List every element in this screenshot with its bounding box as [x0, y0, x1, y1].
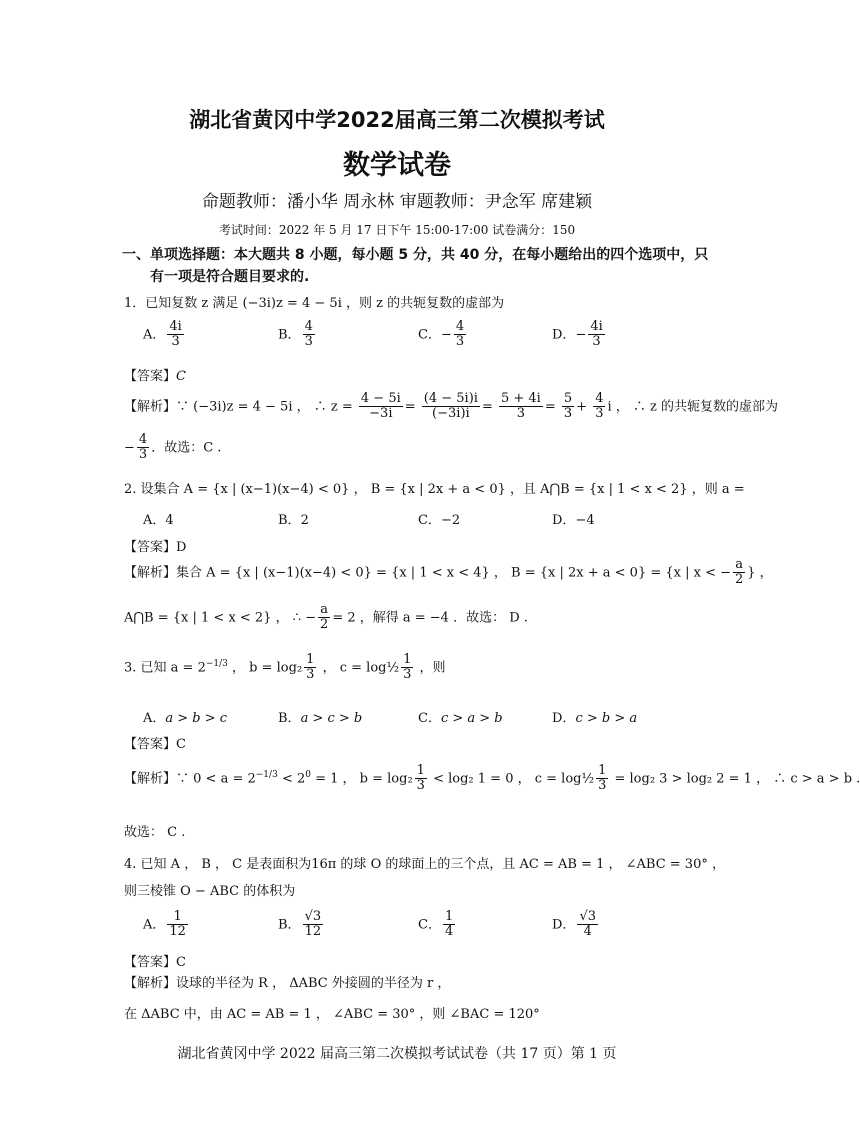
q2-stem: 2. 设集合 A = {x | (x−1)(x−4) < 0} ， B = {x | 2x + a < 0} ，且 A⋂B = {x | 1 < x < 2} ，则 a =: [124, 482, 745, 497]
q2-option-b: B．2: [278, 513, 309, 528]
q1-option-c: C．− $\frac{4}{3}$: [418, 319, 465, 350]
q3-choose: 故选： C .: [124, 825, 186, 840]
q4-option-a: A． $\frac{1}{12}$: [143, 909, 186, 940]
exam-subtitle: 数学试卷: [343, 150, 451, 181]
exam-info: 考试时间：2022 年 5 月 17 日下午 15:00-17:00 试卷满分：150: [218, 223, 576, 237]
q3-answer: 【答案】C: [124, 737, 186, 752]
q4-option-b: B． $\frac{√3}{12}$: [278, 909, 322, 940]
q4-stem-line2: 则三棱锥 O − ABC 的体积为: [124, 884, 296, 899]
q3-option-a: A．a > b > c: [143, 711, 228, 726]
q1-answer: 【答案】C: [124, 369, 186, 384]
q4-answer: 【答案】C: [124, 955, 186, 970]
q2-answer: 【答案】D: [124, 540, 187, 555]
q4-option-c: C． $\frac{1}{4}$: [418, 909, 454, 940]
q1-solution: 【解析】∵ (−3i)z = 4 − 5i ， ∴ z = $\frac{4 - 5i}{-3i}$ = $\frac{(4 - 5i)i}{(-3i)i}$ = $\frac{5 + 4i}{3}$ = $\frac{5}{3}$ + $\frac{4}{3}$ i ， ∴ z 的共轭复数的虚部为: [124, 391, 779, 422]
q3-option-c: C．c > a > b: [418, 711, 503, 726]
exam-authors: 命题教师：潘小华 周永林 审题教师：尹念军 席建颖: [201, 192, 593, 212]
q3-option-d: D．c > b > a: [552, 711, 638, 726]
section-heading-line1: 一、单项选择题：本大题共 8 小题，每小题 5 分，共 40 分，在每小题给出的四个选项中，只: [122, 247, 709, 263]
q1-option-a: A． $\frac{4i}{3}$: [143, 319, 182, 350]
section-heading-line2: 有一项是符合题目要求的.: [150, 269, 310, 285]
q2-option-a: A．4: [143, 513, 174, 528]
q4-option-d: D． $\frac{√3}{4}$: [552, 909, 596, 940]
q2-solution-line2: A⋂B = {x | 1 < x < 2} ， ∴ − $\frac{a}{2}$ = 2 ，解得 a = −4 ．故选： D .: [124, 602, 528, 633]
page-footer: 湖北省黄冈中学 2022 届高三第二次模拟考试试卷（共 17 页）第 1 页: [177, 1046, 617, 1062]
q1-solution-end: − $\frac{4}{3}$ ．故选：C .: [124, 432, 222, 463]
q2-option-d: D．−4: [552, 513, 595, 528]
q3-solution: 【解析】∵ $0 < a = 2^{-1/3} < 2^0 = 1$ ， b = log₂ $\frac{1}{3}$ < log₂ 1 = 0 ， c = log½ $\frac{1}{3}$ = log₂ 3 > log₂ 2 = 1 ， ∴ c > a > b .: [124, 763, 860, 794]
q4-solution-line2: 在 ΔABC 中，由 AC = AB = 1 ， ∠ABC = 30° ，则 ∠BAC = 120°: [124, 1007, 540, 1022]
q3-option-b: B．a > c > b: [278, 711, 363, 726]
q3-stem: 3. 已知 $a = 2^{-1/3}$ ， b = log₂ $\frac{1}{3}$ ， c = log½ $\frac{1}{3}$ ，则: [124, 652, 446, 683]
q1-stem: 1．已知复数 z 满足 (−3i)z = 4 − 5i ，则 z 的共轭复数的虚部为: [124, 296, 505, 311]
q2-option-c: C．−2: [418, 513, 461, 528]
q4-stem-line1: 4. 已知 A ， B ， C 是表面积为16π 的球 O 的球面上的三个点，且 AC = AB = 1 ， ∠ABC = 30° ，: [124, 857, 725, 872]
q4-solution-line1: 【解析】设球的半径为 R ， ΔABC 外接圆的半径为 r ，: [124, 976, 451, 991]
q1-option-b: B． $\frac{4}{3}$: [278, 319, 313, 350]
q2-solution-line1: 【解析】集合 A = {x | (x−1)(x−4) < 0} = {x | 1 < x < 4} ， B = {x | 2x + a < 0} = {x | x < − $\frac{a}{2}$ } ，: [124, 557, 773, 588]
exam-title: 湖北省黄冈中学2022届高三第二次模拟考试: [189, 108, 605, 132]
q1-option-d: D．− $\frac{4i}{3}$: [552, 319, 603, 350]
